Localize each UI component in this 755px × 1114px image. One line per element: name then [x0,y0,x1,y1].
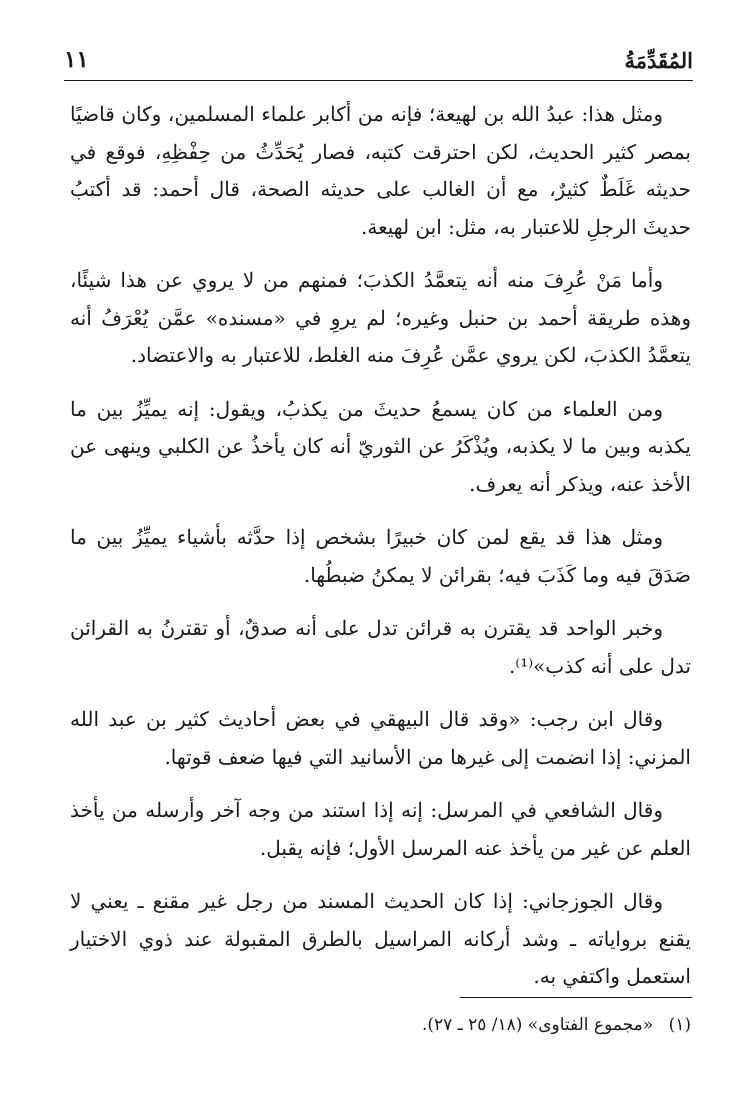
footnote-separator [460,997,692,998]
paragraph: ومثل هذا قد يقع لمن كان خبيرًا بشخص إذا حدَّثه بأشياء يميِّزُ بين ما صَدَقَ فيه وما كَذَبَ فيه؛ بقرائن لا يمكنُ ضبطُها. [70,525,691,587]
paragraph: وخبر الواحد قد يقترن به قرائن تدل على أنه صدقٌ، أو تقترنُ به القرائن تدل على أنه كذب»⁽¹⁾. [70,616,691,678]
paragraph: وقال ابن رجب: «وقد قال البيهقي في بعض أحاديث كثير بن عبد الله المزني: إذا انضمت إلى غيرها من الأسانيد التي فيها ضعف قوتها. [70,707,691,769]
page-number: ١١ [64,46,89,73]
paragraph: وقال الجوزجاني: إذا كان الحديث المسند من رجل غير مقنع ـ يعني لا يقنع برواياته ـ وشد أركانه المراسيل بالطرق المقبولة عند ذوي الاختيار استعمل واكتفي به. [70,889,691,988]
running-title: المُقَدِّمَةُ [624,48,693,73]
paragraph: ومثل هذا: عبدُ الله بن لهيعة؛ فإنه من أكابر علماء المسلمين، وكان قاضيًا بمصر كثير الحديث، لكن احترقت كتبه، فصار يُحَدِّثُ من حِفْظِهِ، فوقع في حديثه غَلَطٌ كثيرٌ، مع أن الغالب على حديثه الصحة، قال أحمد: قد أكتبُ حديثَ الرجلِ للاعتبار به، مثل: ابن لهيعة. [70,102,691,239]
paragraph: وأما مَنْ عُرِفَ منه أنه يتعمَّدُ الكذبَ؛ فمنهم من لا يروي عن هذا شيئًا، وهذه طريقة أحمد بن حنبل وغيره؛ لم يروِ في «مسنده» عمَّن يُعْرَفُ أنه يتعمَّدُ الكذبَ، لكن يروي عمَّن عُرِفَ منه الغلط، للاعتبار به والاعتضاد. [70,268,691,367]
page-header [64,44,693,81]
paragraph: وقال الشافعي في المرسل: إنه إذا استند من وجه آخر وأرسله من يأخذ العلم عن غير من يأخذ عنه المرسل الأول؛ فإنه يقبل. [70,798,691,860]
footnote-text: «مجموع الفتاوى» (١٨/ ٢٥ ـ ٢٧). [421,1015,654,1035]
main-text [70,96,691,996]
footnote-marker: (١) [668,1015,691,1035]
paragraph: ومن العلماء من كان يسمعُ حديثَ من يكذبُ، ويقول: إنه يميِّزُ بين ما يكذبه وبين ما لا يكذبه، ويُذْكَرُ عن الثوريّ أنه كان يأخذُ عن الكلبي وينهى عن الأخذ عنه، ويذكر أنه يعرف. [70,396,691,496]
footnote [70,1012,691,1038]
